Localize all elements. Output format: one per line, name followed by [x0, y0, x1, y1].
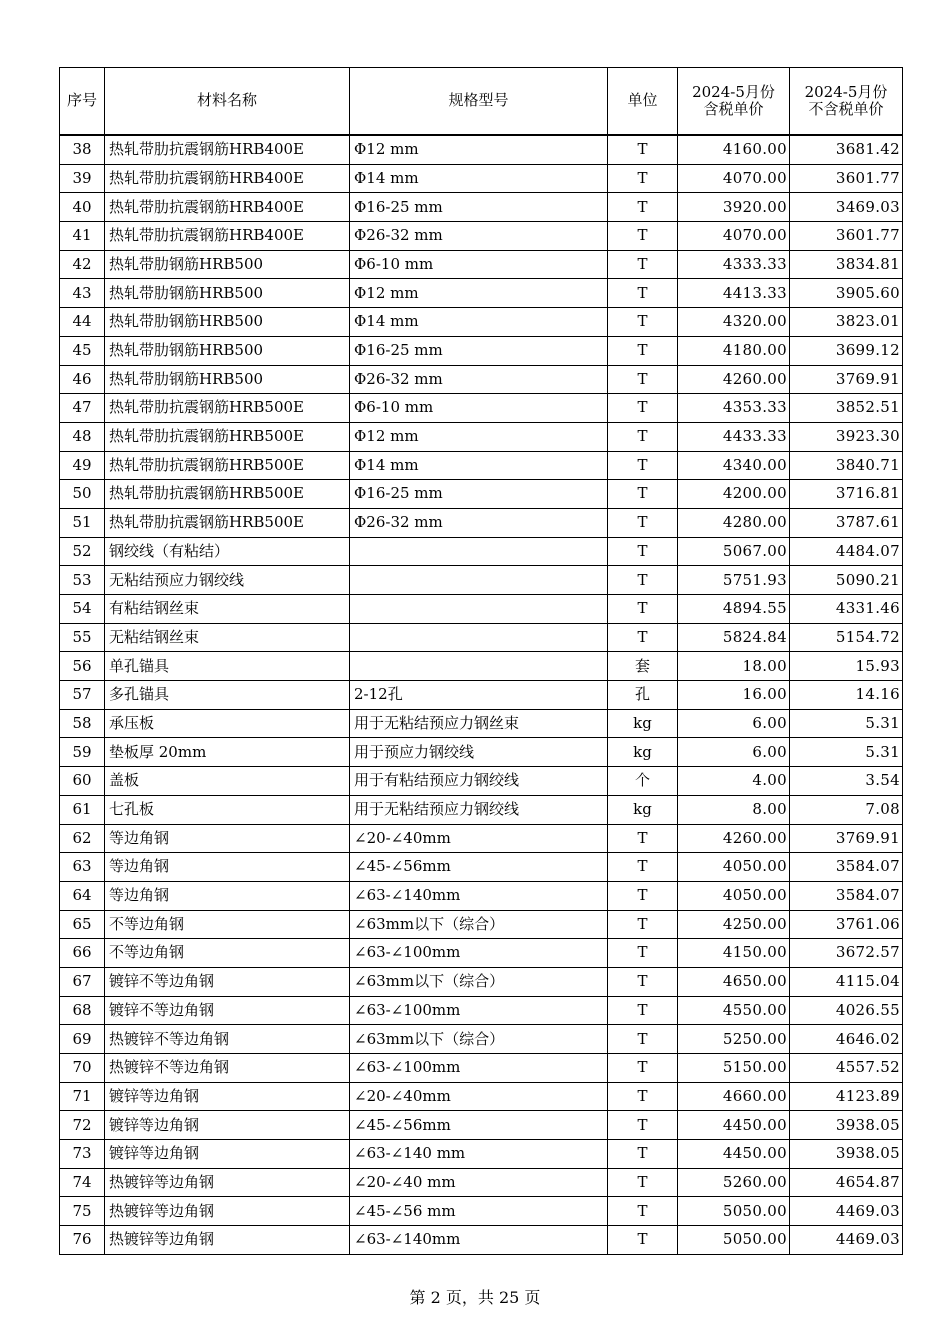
cell-price-without-tax: 7.08: [790, 795, 903, 824]
cell-price-with-tax: 4550.00: [678, 996, 790, 1025]
table-row: [60, 394, 903, 423]
cell-serial-number: 45: [60, 336, 105, 365]
cell-material-name: 等边角钢: [105, 824, 350, 853]
header-price-without-tax: [790, 68, 903, 136]
table-row: [60, 1168, 903, 1197]
cell-material-name: 承压板: [105, 709, 350, 738]
cell-specification: Φ12 mm: [350, 422, 608, 451]
cell-serial-number: 65: [60, 910, 105, 939]
cell-specification: Φ26-32 mm: [350, 222, 608, 251]
table-row: [60, 566, 903, 595]
cell-serial-number: 49: [60, 451, 105, 480]
cell-serial-number: 40: [60, 193, 105, 222]
cell-specification: Φ12 mm: [350, 279, 608, 308]
cell-price-with-tax: 4070.00: [678, 222, 790, 251]
cell-price-without-tax: 3938.05: [790, 1140, 903, 1169]
cell-specification: Φ14 mm: [350, 451, 608, 480]
table-row: [60, 250, 903, 279]
cell-price-without-tax: 4557.52: [790, 1054, 903, 1083]
cell-price-without-tax: 5.31: [790, 738, 903, 767]
cell-specification: [350, 652, 608, 681]
header-price-with-tax-label: 含税单价: [703, 100, 764, 118]
table-row: [60, 1082, 903, 1111]
cell-serial-number: 41: [60, 222, 105, 251]
cell-unit: T: [608, 279, 678, 308]
table-row: [60, 709, 903, 738]
cell-material-name: 镀锌等边角钢: [105, 1111, 350, 1140]
header-unit: 单位: [608, 68, 678, 136]
cell-specification: ∠20-∠40 mm: [350, 1168, 608, 1197]
cell-serial-number: 38: [60, 135, 105, 164]
cell-unit: T: [608, 1111, 678, 1140]
cell-unit: T: [608, 394, 678, 423]
cell-unit: 套: [608, 652, 678, 681]
table-row: [60, 222, 903, 251]
price-table: [59, 67, 903, 1255]
cell-price-with-tax: 5824.84: [678, 623, 790, 652]
table-header: [60, 68, 903, 136]
cell-material-name: 镀锌不等边角钢: [105, 967, 350, 996]
cell-specification: Φ6-10 mm: [350, 394, 608, 423]
cell-price-with-tax: 5751.93: [678, 566, 790, 595]
header-material-name: 材料名称: [105, 68, 350, 136]
cell-price-with-tax: 3920.00: [678, 193, 790, 222]
cell-specification: ∠63mm以下（综合）: [350, 910, 608, 939]
cell-price-without-tax: 5154.72: [790, 623, 903, 652]
cell-serial-number: 69: [60, 1025, 105, 1054]
header-price-without-tax-label: 不含税单价: [808, 100, 884, 118]
cell-price-without-tax: 4484.07: [790, 537, 903, 566]
cell-material-name: 热轧带肋抗震钢筋HRB500E: [105, 508, 350, 537]
cell-serial-number: 60: [60, 767, 105, 796]
cell-price-without-tax: 4331.46: [790, 595, 903, 624]
cell-material-name: 钢绞线（有粘结）: [105, 537, 350, 566]
cell-serial-number: 55: [60, 623, 105, 652]
cell-specification: [350, 623, 608, 652]
cell-price-with-tax: 4660.00: [678, 1082, 790, 1111]
cell-material-name: 热轧带肋抗震钢筋HRB500E: [105, 422, 350, 451]
cell-material-name: 无粘结钢丝束: [105, 623, 350, 652]
cell-specification: ∠20-∠40mm: [350, 1082, 608, 1111]
cell-specification: Φ6-10 mm: [350, 250, 608, 279]
table-row: [60, 308, 903, 337]
cell-unit: T: [608, 1054, 678, 1083]
cell-price-without-tax: 3769.91: [790, 824, 903, 853]
cell-unit: T: [608, 193, 678, 222]
cell-unit: kg: [608, 709, 678, 738]
cell-specification: ∠63-∠100mm: [350, 1054, 608, 1083]
cell-price-with-tax: 4433.33: [678, 422, 790, 451]
cell-specification: ∠63-∠140mm: [350, 1226, 608, 1255]
header-serial-number: 序号: [60, 68, 105, 136]
cell-unit: T: [608, 1197, 678, 1226]
cell-unit: T: [608, 967, 678, 996]
cell-price-with-tax: 4260.00: [678, 365, 790, 394]
cell-material-name: 镀锌等边角钢: [105, 1140, 350, 1169]
cell-unit: T: [608, 996, 678, 1025]
cell-specification: 用于无粘结预应力钢丝束: [350, 709, 608, 738]
table-row: [60, 537, 903, 566]
cell-unit: 孔: [608, 681, 678, 710]
cell-serial-number: 50: [60, 480, 105, 509]
table-row: [60, 422, 903, 451]
cell-material-name: 无粘结预应力钢绞线: [105, 566, 350, 595]
cell-price-with-tax: 4250.00: [678, 910, 790, 939]
cell-price-without-tax: 3681.42: [790, 135, 903, 164]
table-row: [60, 135, 903, 164]
cell-material-name: 有粘结钢丝束: [105, 595, 350, 624]
table-row: [60, 451, 903, 480]
cell-unit: kg: [608, 738, 678, 767]
cell-material-name: 七孔板: [105, 795, 350, 824]
table-row: [60, 164, 903, 193]
cell-price-with-tax: 4340.00: [678, 451, 790, 480]
cell-price-with-tax: 4413.33: [678, 279, 790, 308]
cell-specification: Φ16-25 mm: [350, 336, 608, 365]
cell-price-with-tax: 5050.00: [678, 1226, 790, 1255]
cell-material-name: 热轧带肋钢筋HRB500: [105, 308, 350, 337]
table-row: [60, 1111, 903, 1140]
table-row: [60, 1197, 903, 1226]
cell-specification: ∠63-∠140mm: [350, 881, 608, 910]
cell-material-name: 垫板厚 20mm: [105, 738, 350, 767]
table-row: [60, 1140, 903, 1169]
cell-price-with-tax: 4260.00: [678, 824, 790, 853]
cell-specification: 用于有粘结预应力钢绞线: [350, 767, 608, 796]
cell-specification: ∠45-∠56 mm: [350, 1197, 608, 1226]
table-row: [60, 824, 903, 853]
cell-price-with-tax: 5050.00: [678, 1197, 790, 1226]
table-row: [60, 795, 903, 824]
cell-specification: ∠63-∠100mm: [350, 996, 608, 1025]
cell-price-without-tax: 3938.05: [790, 1111, 903, 1140]
cell-price-without-tax: 4123.89: [790, 1082, 903, 1111]
cell-price-with-tax: 4070.00: [678, 164, 790, 193]
cell-price-with-tax: 8.00: [678, 795, 790, 824]
cell-price-without-tax: 3584.07: [790, 853, 903, 882]
cell-price-without-tax: 3699.12: [790, 336, 903, 365]
cell-specification: 用于无粘结预应力钢绞线: [350, 795, 608, 824]
cell-price-without-tax: 3672.57: [790, 939, 903, 968]
cell-price-without-tax: 4026.55: [790, 996, 903, 1025]
cell-unit: T: [608, 537, 678, 566]
cell-material-name: 热镀锌等边角钢: [105, 1168, 350, 1197]
cell-specification: ∠45-∠56mm: [350, 1111, 608, 1140]
table-row: [60, 967, 903, 996]
cell-material-name: 镀锌不等边角钢: [105, 996, 350, 1025]
table-row: [60, 508, 903, 537]
cell-price-without-tax: 15.93: [790, 652, 903, 681]
cell-price-with-tax: 4050.00: [678, 881, 790, 910]
table-row: [60, 652, 903, 681]
cell-price-with-tax: 4200.00: [678, 480, 790, 509]
cell-unit: kg: [608, 795, 678, 824]
cell-material-name: 热镀锌等边角钢: [105, 1226, 350, 1255]
cell-material-name: 热镀锌不等边角钢: [105, 1054, 350, 1083]
table-row: [60, 767, 903, 796]
cell-price-without-tax: 3923.30: [790, 422, 903, 451]
cell-material-name: 热轧带肋抗震钢筋HRB400E: [105, 164, 350, 193]
cell-material-name: 不等边角钢: [105, 939, 350, 968]
cell-material-name: 热轧带肋钢筋HRB500: [105, 279, 350, 308]
cell-price-with-tax: 5067.00: [678, 537, 790, 566]
cell-unit: T: [608, 1025, 678, 1054]
cell-price-with-tax: 4180.00: [678, 336, 790, 365]
cell-serial-number: 73: [60, 1140, 105, 1169]
cell-price-without-tax: 3840.71: [790, 451, 903, 480]
table-row: [60, 738, 903, 767]
cell-serial-number: 71: [60, 1082, 105, 1111]
cell-price-with-tax: 4450.00: [678, 1140, 790, 1169]
table-row: [60, 681, 903, 710]
table-row: [60, 996, 903, 1025]
cell-serial-number: 39: [60, 164, 105, 193]
cell-price-with-tax: 4320.00: [678, 308, 790, 337]
cell-unit: T: [608, 135, 678, 164]
table-row: [60, 336, 903, 365]
cell-material-name: 热轧带肋抗震钢筋HRB500E: [105, 394, 350, 423]
cell-serial-number: 62: [60, 824, 105, 853]
cell-price-with-tax: 4280.00: [678, 508, 790, 537]
cell-specification: ∠45-∠56mm: [350, 853, 608, 882]
cell-serial-number: 61: [60, 795, 105, 824]
cell-price-with-tax: 16.00: [678, 681, 790, 710]
cell-serial-number: 72: [60, 1111, 105, 1140]
cell-specification: ∠20-∠40mm: [350, 824, 608, 853]
cell-price-without-tax: 4115.04: [790, 967, 903, 996]
cell-specification: ∠63mm以下（综合）: [350, 967, 608, 996]
cell-price-without-tax: 3834.81: [790, 250, 903, 279]
cell-unit: T: [608, 451, 678, 480]
cell-unit: T: [608, 308, 678, 337]
cell-unit: T: [608, 623, 678, 652]
cell-unit: T: [608, 881, 678, 910]
cell-unit: T: [608, 336, 678, 365]
cell-price-with-tax: 6.00: [678, 738, 790, 767]
cell-specification: [350, 566, 608, 595]
cell-specification: Φ14 mm: [350, 164, 608, 193]
cell-price-without-tax: 5090.21: [790, 566, 903, 595]
cell-serial-number: 52: [60, 537, 105, 566]
cell-price-with-tax: 4650.00: [678, 967, 790, 996]
cell-serial-number: 67: [60, 967, 105, 996]
table-row: [60, 193, 903, 222]
cell-serial-number: 64: [60, 881, 105, 910]
cell-material-name: 热轧带肋抗震钢筋HRB400E: [105, 193, 350, 222]
cell-price-with-tax: 5250.00: [678, 1025, 790, 1054]
cell-material-name: 等边角钢: [105, 853, 350, 882]
table-row: [60, 1054, 903, 1083]
cell-material-name: 多孔锚具: [105, 681, 350, 710]
cell-price-without-tax: 5.31: [790, 709, 903, 738]
cell-material-name: 热轧带肋钢筋HRB500: [105, 365, 350, 394]
cell-unit: 个: [608, 767, 678, 796]
cell-material-name: 单孔锚具: [105, 652, 350, 681]
cell-price-without-tax: 4469.03: [790, 1197, 903, 1226]
cell-price-with-tax: 4450.00: [678, 1111, 790, 1140]
cell-material-name: 热轧带肋抗震钢筋HRB400E: [105, 222, 350, 251]
table-row: [60, 365, 903, 394]
cell-specification: Φ14 mm: [350, 308, 608, 337]
cell-unit: T: [608, 1140, 678, 1169]
cell-price-without-tax: 4469.03: [790, 1226, 903, 1255]
header-price-with-tax-period: 2024-5月份: [692, 82, 775, 101]
cell-unit: T: [608, 595, 678, 624]
cell-price-without-tax: 3823.01: [790, 308, 903, 337]
cell-price-with-tax: 5150.00: [678, 1054, 790, 1083]
cell-serial-number: 46: [60, 365, 105, 394]
cell-material-name: 热镀锌等边角钢: [105, 1197, 350, 1226]
cell-price-with-tax: 4333.33: [678, 250, 790, 279]
cell-material-name: 盖板: [105, 767, 350, 796]
cell-serial-number: 58: [60, 709, 105, 738]
cell-serial-number: 42: [60, 250, 105, 279]
cell-price-without-tax: 4646.02: [790, 1025, 903, 1054]
cell-price-with-tax: 6.00: [678, 709, 790, 738]
cell-price-without-tax: 3716.81: [790, 480, 903, 509]
cell-serial-number: 47: [60, 394, 105, 423]
table-row: [60, 480, 903, 509]
cell-price-without-tax: 3769.91: [790, 365, 903, 394]
cell-material-name: 等边角钢: [105, 881, 350, 910]
cell-specification: 用于预应力钢绞线: [350, 738, 608, 767]
table-row: [60, 279, 903, 308]
cell-material-name: 热轧带肋钢筋HRB500: [105, 250, 350, 279]
cell-price-without-tax: 3469.03: [790, 193, 903, 222]
cell-serial-number: 51: [60, 508, 105, 537]
cell-price-without-tax: 3601.77: [790, 164, 903, 193]
cell-serial-number: 59: [60, 738, 105, 767]
cell-price-with-tax: 4150.00: [678, 939, 790, 968]
cell-specification: Φ12 mm: [350, 135, 608, 164]
cell-serial-number: 54: [60, 595, 105, 624]
cell-price-with-tax: 4.00: [678, 767, 790, 796]
cell-price-with-tax: 4050.00: [678, 853, 790, 882]
cell-price-with-tax: 5260.00: [678, 1168, 790, 1197]
cell-serial-number: 43: [60, 279, 105, 308]
cell-price-without-tax: 3584.07: [790, 881, 903, 910]
cell-specification: ∠63mm以下（综合）: [350, 1025, 608, 1054]
cell-specification: ∠63-∠140 mm: [350, 1140, 608, 1169]
cell-price-with-tax: 4894.55: [678, 595, 790, 624]
cell-specification: [350, 595, 608, 624]
cell-unit: T: [608, 1082, 678, 1111]
cell-serial-number: 48: [60, 422, 105, 451]
table-row: [60, 595, 903, 624]
cell-material-name: 热轧带肋抗震钢筋HRB500E: [105, 451, 350, 480]
header-price-without-tax-period: 2024-5月份: [804, 82, 888, 101]
cell-price-without-tax: 3787.61: [790, 508, 903, 537]
cell-unit: T: [608, 910, 678, 939]
cell-serial-number: 57: [60, 681, 105, 710]
cell-unit: T: [608, 1226, 678, 1255]
table-row: [60, 910, 903, 939]
cell-material-name: 热轧带肋抗震钢筋HRB500E: [105, 480, 350, 509]
cell-price-with-tax: 18.00: [678, 652, 790, 681]
cell-specification: Φ26-32 mm: [350, 508, 608, 537]
cell-unit: T: [608, 422, 678, 451]
cell-specification: [350, 537, 608, 566]
cell-serial-number: 66: [60, 939, 105, 968]
cell-serial-number: 56: [60, 652, 105, 681]
table-row: [60, 1226, 903, 1255]
cell-unit: T: [608, 508, 678, 537]
cell-price-without-tax: 3601.77: [790, 222, 903, 251]
cell-material-name: 镀锌等边角钢: [105, 1082, 350, 1111]
cell-serial-number: 44: [60, 308, 105, 337]
cell-unit: T: [608, 164, 678, 193]
cell-serial-number: 53: [60, 566, 105, 595]
cell-specification: 2-12孔: [350, 681, 608, 710]
cell-specification: Φ16-25 mm: [350, 480, 608, 509]
cell-serial-number: 70: [60, 1054, 105, 1083]
table-body: [60, 135, 903, 1254]
cell-material-name: 热轧带肋钢筋HRB500: [105, 336, 350, 365]
cell-unit: T: [608, 853, 678, 882]
cell-price-without-tax: 3852.51: [790, 394, 903, 423]
cell-price-without-tax: 4654.87: [790, 1168, 903, 1197]
header-row: [60, 68, 903, 136]
page-footer: 第 2 页，共 25 页: [409, 1288, 541, 1307]
cell-price-without-tax: 3.54: [790, 767, 903, 796]
table-row: [60, 939, 903, 968]
cell-price-without-tax: 3761.06: [790, 910, 903, 939]
cell-unit: T: [608, 480, 678, 509]
cell-material-name: 热镀锌不等边角钢: [105, 1025, 350, 1054]
cell-unit: T: [608, 365, 678, 394]
header-price-with-tax: [678, 68, 790, 136]
cell-unit: T: [608, 1168, 678, 1197]
cell-serial-number: 68: [60, 996, 105, 1025]
cell-price-without-tax: 3905.60: [790, 279, 903, 308]
cell-specification: Φ16-25 mm: [350, 193, 608, 222]
cell-price-without-tax: 14.16: [790, 681, 903, 710]
cell-unit: T: [608, 222, 678, 251]
cell-unit: T: [608, 250, 678, 279]
cell-material-name: 不等边角钢: [105, 910, 350, 939]
cell-serial-number: 74: [60, 1168, 105, 1197]
cell-specification: ∠63-∠100mm: [350, 939, 608, 968]
table-row: [60, 623, 903, 652]
cell-serial-number: 75: [60, 1197, 105, 1226]
cell-specification: Φ26-32 mm: [350, 365, 608, 394]
header-specification: 规格型号: [350, 68, 608, 136]
cell-unit: T: [608, 939, 678, 968]
table-row: [60, 853, 903, 882]
cell-serial-number: 63: [60, 853, 105, 882]
cell-price-with-tax: 4160.00: [678, 135, 790, 164]
cell-unit: T: [608, 566, 678, 595]
cell-serial-number: 76: [60, 1226, 105, 1255]
cell-unit: T: [608, 824, 678, 853]
cell-material-name: 热轧带肋抗震钢筋HRB400E: [105, 135, 350, 164]
table-row: [60, 881, 903, 910]
table-row: [60, 1025, 903, 1054]
cell-price-with-tax: 4353.33: [678, 394, 790, 423]
